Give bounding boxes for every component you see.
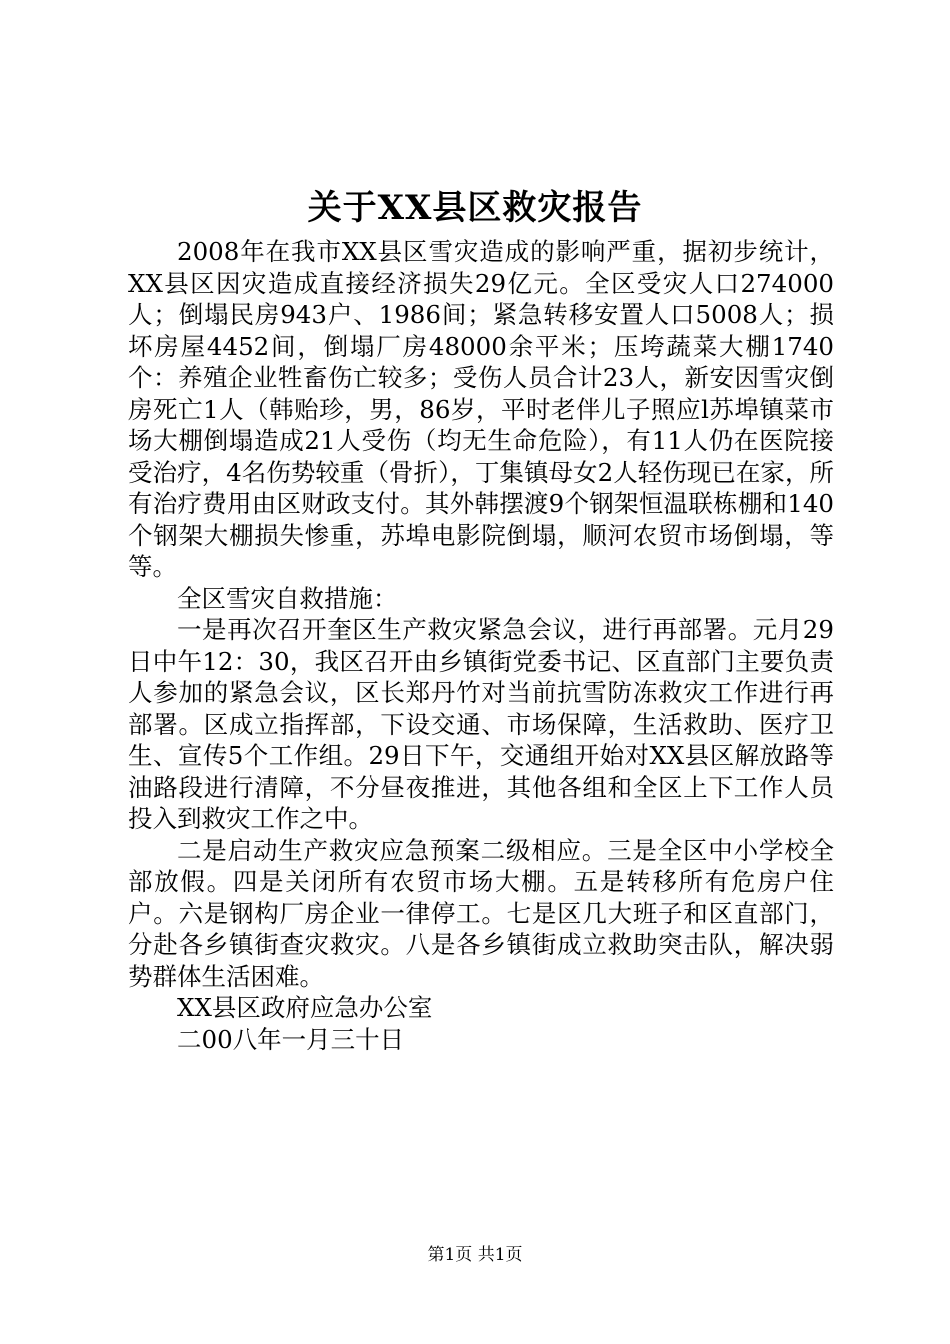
page-number-footer: 第1页 共1页 [427, 1245, 523, 1265]
document-title: 关于XX县区救灾报告 [307, 188, 643, 228]
signature-office: XX县区政府应急办公室 [177, 993, 433, 1022]
paragraph-measure-one: 一是再次召开奎区生产救灾紧急会议，进行再部署。元月29日中午12：30，我区召开由乡镇街党委书记、区直部门主要负责人参加的紧急会议，区长郑丹竹对当前抗雪防冻救灾工作进行再部署。区成立指挥部，下设交通、市场保障，生活救助、医疗卫生、宣传5个工作组。29日下午，交通组开始对XX县区解放路等油路段进行清障，不分昼夜推进，其他各组和全区上下工作人员投入到救灾工作之中。 [128, 615, 834, 833]
paragraph-measures-two-to-eight: 二是启动生产救灾应急预案二级相应。三是全区中小学校全部放假。四是关闭所有农贸市场大棚。五是转移所有危房户住户。六是钢构厂房企业一律停工。七是区几大班子和区直部门，分赴各乡镇街查灾救灾。八是各乡镇街成立救助突击队，解决弱势群体生活困难。 [128, 835, 834, 991]
paragraph-disaster-summary: 2008年在我市XX县区雪灾造成的影响严重，据初步统计，XX县区因灾造成直接经济损失29亿元。全区受灾人口274000人；倒塌民房943户、1986间；紧急转移安置人口5008人；损坏房屋4452间，倒塌厂房48000余平米；压垮蔬菜大棚1740个：养殖企业牲畜伤亡较多；受伤人员合计23人，新安因雪灾倒房死亡1人（韩贻珍，男，86岁，平时老伴儿子照应l苏埠镇菜市场大棚倒塌造成21人受伤（均无生命危险），有11人仍在医院接受治疗，4名伤势较重（骨折），丁集镇母女2人轻伤现已在家，所有治疗费用由区财政支付。其外韩摆渡9个钢架恒温联栋棚和140个钢架大棚损失惨重，苏埠电影院倒塌，顺河农贸市场倒塌，等等。 [128, 237, 834, 581]
paragraph-measures-heading: 全区雪灾自救措施： [177, 583, 398, 613]
signature-date: 二00八年一月三十日 [177, 1024, 405, 1054]
document-body [128, 236, 834, 1055]
